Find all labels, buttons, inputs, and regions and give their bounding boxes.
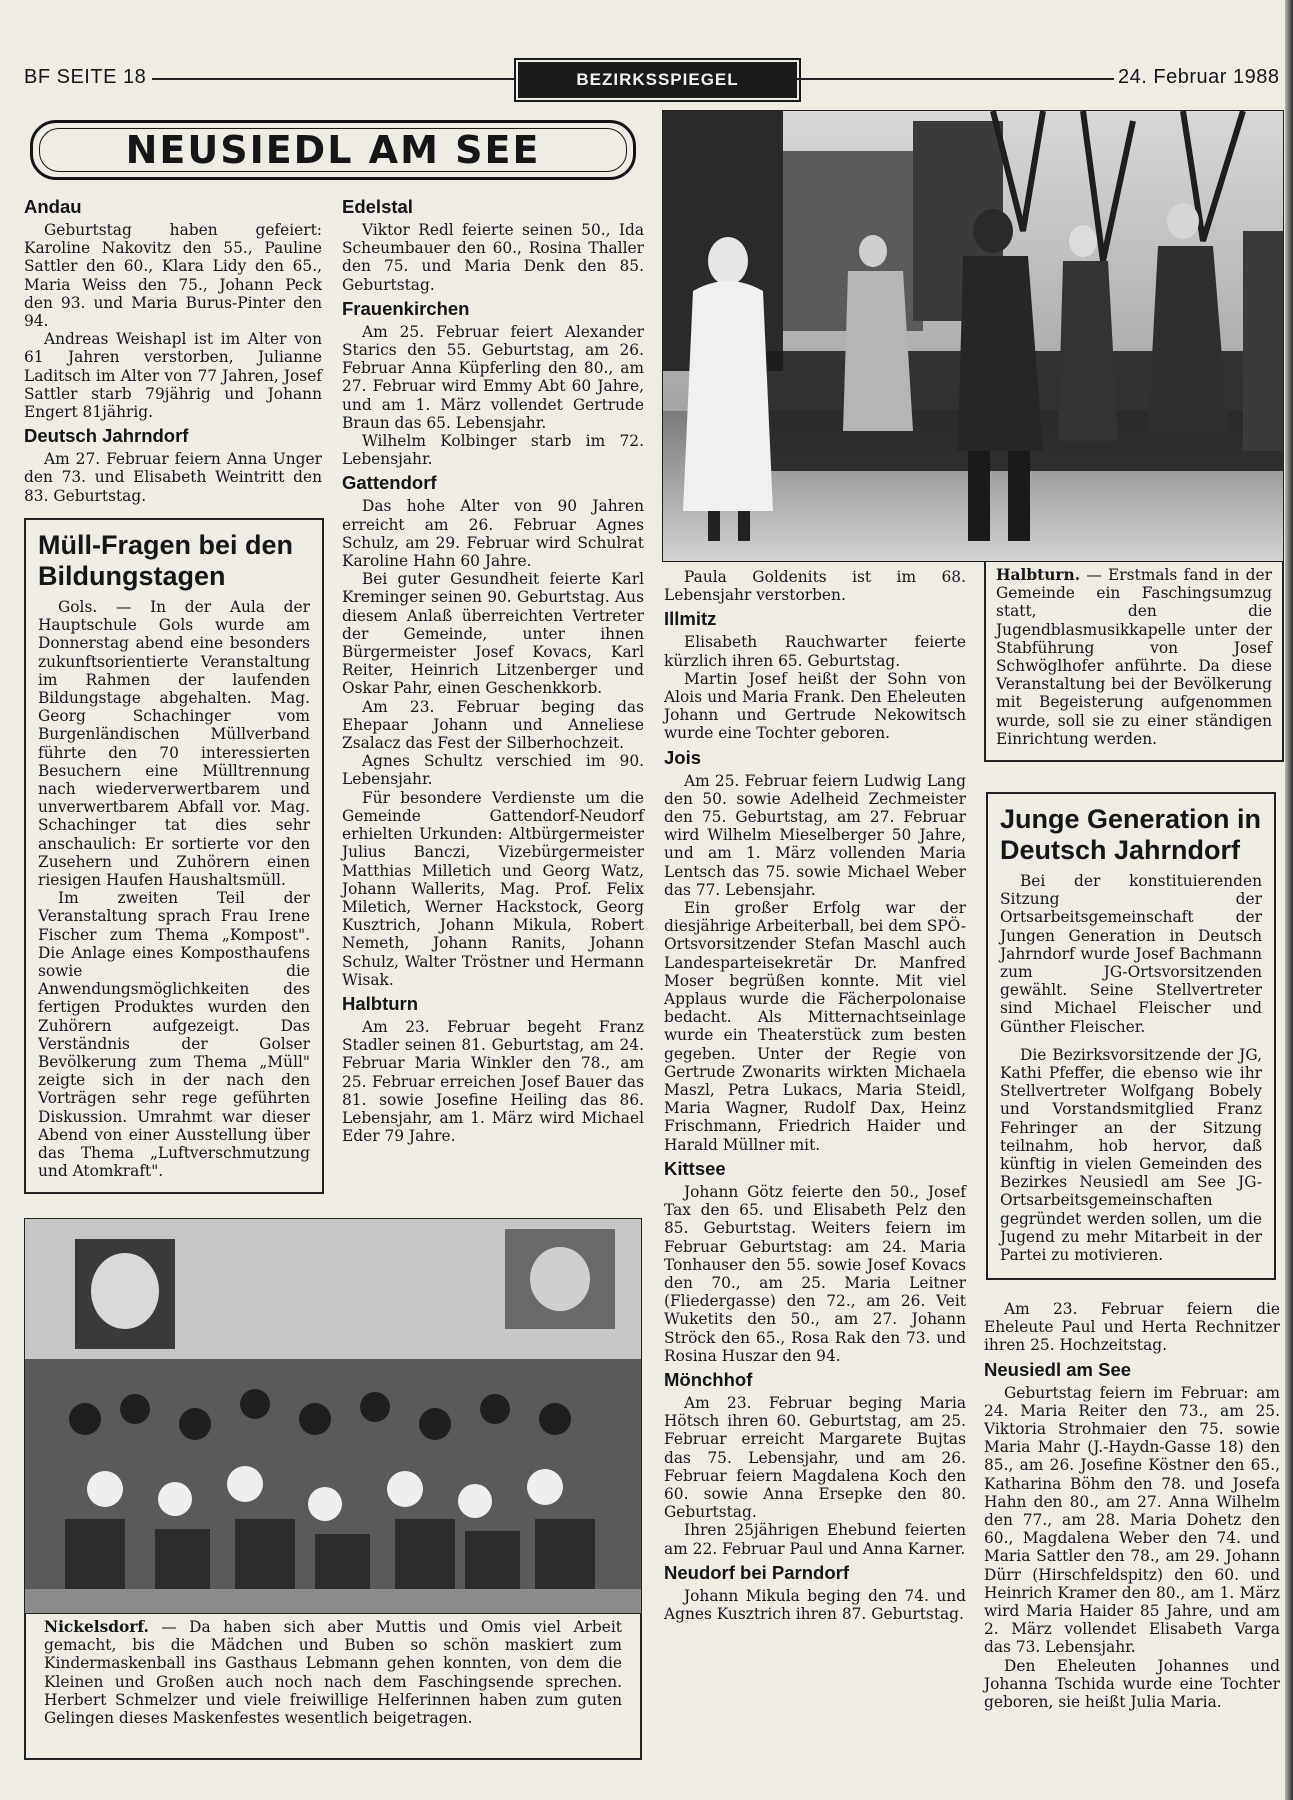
- caption-text: — Da haben sich aber Muttis und Omis viel Arbeit gemacht, bis die Mädchen und Buben so schön maskiert zum Kindermaskenball ins Gasthaus Lebmann gehen konnten, von dem die Kleinen und Großen auch noch nach dem Faschingsende sprechen. Herbert Schmelzer und viele freiwillige Helferinnen haben zum guten Gelingen dieses Maskenfestes wesentlich beigetragen.: [44, 1618, 622, 1728]
- photo-children-masquerade: [24, 1218, 642, 1614]
- paragraph: Am 23. Februar begeht Franz Stadler seinen 81. Geburtstag, am 24. Februar Maria Winkler den 78., am 25. Februar erreichen Josef Bauer das 81. sowie Josefine Heiling das 86. Lebensjahr, am 1. März wird Michael Eder 79 Jahre.: [342, 1017, 644, 1146]
- photo-carnival-parade: [662, 110, 1284, 562]
- paragraph: Andreas Weishapl ist im Alter von 61 Jahren verstorben, Julianne Laditsch im Alter von 77 Jahren, Josef Sattler starb 79jährig und Johann Engert 81jährig.: [24, 330, 322, 422]
- heading-illmitz: Illmitz: [664, 608, 717, 630]
- issue-date: 24. Februar 1988: [1118, 66, 1280, 88]
- paragraph: Johann Götz feierte den 50., Josef Tax den 65. und Elisabeth Pelz den 85. Geburtstag. Weiters feiern im Februar Geburtstag: am 24. Maria Tonhauser den 55. sowie Josef Kovacs den 70., am 25. Maria Leitner (Fliedergasse) den 72., am 26. Veit Wuketits den 50., am 27. Johann Ströck den 65., Rosa Rak den 73. und Rosina Huszar den 94.: [664, 1182, 966, 1365]
- heading-kittsee: Kittsee: [664, 1157, 726, 1179]
- heading-frauenkirchen: Frauenkirchen: [342, 297, 470, 319]
- paragraph: Geburtstag haben gefeiert: Karoline Nakovitz den 55., Pauline Sattler den 60., Klara Lidy den 65., Maria Weiss den 75., Johann Peck den 93. und Maria Burus-Pinter den 94.: [24, 221, 322, 331]
- paragraph: Wilhelm Kolbinger starb im 72. Lebensjahr.: [342, 432, 644, 469]
- paragraph: Den Eheleuten Johannes und Johanna Tschida wurde eine Tochter geboren, sie heißt Julia Maria.: [984, 1656, 1280, 1712]
- paragraph: Am 25. Februar feiert Alexander Starics den 55. Geburtstag, am 26. Februar Anna Küpferling den 80., am 27. Februar wird Emmy Abt 60 Jahre, und am 1. März vollendet Gertrude Braun das 65. Lebensjahr.: [342, 322, 644, 432]
- caption-text: — Erstmals fand in der Gemeinde ein Faschingsumzug statt, den die Jugendblasmusikkapelle unter der Stabführung von Josef Schwöglhofer anführte. Da diese Veranstaltung bei der Bevölkerung mit Begeisterung aufgenommen wurde, soll sie zu einer ständigen Einrichtung werden.: [996, 566, 1272, 748]
- masthead: BEZIRKSSPIEGEL: [518, 62, 797, 98]
- heading-neudorf: Neudorf bei Parndorf: [664, 1561, 850, 1583]
- caption-lead: Halbturn.: [996, 566, 1081, 584]
- page-label: BF SEITE 18: [24, 66, 147, 88]
- column-4: [984, 1300, 1280, 1711]
- header-rule-right: [796, 78, 1114, 80]
- paragraph: Johann Mikula beging den 74. und Agnes Kusztrich ihren 87. Geburtstag.: [664, 1586, 966, 1623]
- article-box-muell: [24, 518, 324, 1194]
- column-2: [342, 196, 644, 1145]
- paragraph: Martin Josef heißt der Sohn von Alois und Maria Frank. Den Eheleuten Johann und Gertrude Nekowitsch wurde eine Tochter geboren.: [664, 669, 966, 743]
- paragraph: Am 25. Februar feiern Ludwig Lang den 50. sowie Adelheid Zechmeister den 75. Geburtstag, am 27. Februar wird Wilhelm Mieselberger 50 Jahre, und am 1. März vollenden Maria Lentsch das 75. sowie Michael Weber das 77. Lebensjahr.: [664, 771, 966, 899]
- column-3: [664, 568, 966, 1623]
- article-box-junge-generation: [986, 792, 1276, 1280]
- paragraph: Bei guter Gesundheit feierte Karl Kreminger seinen 90. Geburtstag. Aus diesem Anlaß überreichten Vertreter der Gemeinde, unter ihnen Bürgermeister Josef Kovacs, Karl Reiter, Heinrich Litzenberger und Oskar Pahr, einen Geschenkkorb.: [342, 570, 644, 698]
- paragraph: Das hohe Alter von 90 Jahren erreicht am 26. Februar Agnes Schulz, am 29. Februar wird Schulrat Karoline Hahn 60 Jahre.: [342, 497, 644, 571]
- paragraph: Bei der konstituierenden Sitzung der Ortsarbeitsgemeinschaft der Jungen Generation in Deutsch Jahrndorf wurde Josef Bachmann zum JG-Ortsvorsitzenden gewählt. Seine Stellvertreter sind Michael Fleischer und Günther Fleischer.: [1000, 872, 1262, 1036]
- section-title-banner: [30, 120, 636, 180]
- heading-deutsch-jahrndorf: Deutsch Jahrndorf: [24, 425, 189, 447]
- paragraph: Agnes Schultz verschied im 90. Lebensjahr.: [342, 752, 644, 789]
- paragraph: Ein großer Erfolg war der diesjährige Arbeiterball, bei dem SPÖ-Ortsvorsitzender Stefan Maschl auch Landesparteisekretär Dr. Manfred Moser begrüßen konnte. Mit viel Applaus wurde die Fächerpolonaise bedacht. Als Mitternachtseinlage wurde ein Theaterstück zum besten gegeben. Unter der Regie von Gertrude Zwonarits wirkten Michaela Maszl, Petra Lukacs, Maria Steidl, Maria Wagner, Rudolf Dax, Heinz Frischmann, Friedrich Haider und Harald Müllner mit.: [664, 899, 966, 1154]
- masquerade-image: [25, 1219, 642, 1614]
- heading-edelstal: Edelstal: [342, 196, 413, 217]
- photo-caption-box-halbturn: [984, 562, 1284, 762]
- heading-gattendorf: Gattendorf: [342, 472, 437, 494]
- article-headline: Junge Generation in Deutsch Jahrndorf: [1000, 804, 1262, 865]
- paragraph: Viktor Redl feierte seinen 50., Ida Scheumbauer den 60., Rosina Thaller den 75. und Maria Denk den 85. Geburtstag.: [342, 221, 644, 294]
- section-title: NEUSIEDL AM SEE: [125, 128, 541, 172]
- heading-andau: Andau: [24, 196, 82, 217]
- paragraph: Im zweiten Teil der Veranstaltung sprach Frau Irene Fischer zum Thema „Kompost". Die Anlage eines Komposthaufens sowie die Anwendungsmöglichkeiten des fertigen Produktes wurden den Zuhörern aufgezeigt. Das Verständnis der Golser Bevölkerung zum Thema „Müll" zeigte sich in der nach den Vorträgen sehr rege geführten Diskussion. Umrahmt war dieser Abend von einer Ausstellung über das Thema „Luftverschmutzung und Atomkraft".: [38, 889, 310, 1181]
- heading-neusiedl-am-see: Neusiedl am See: [984, 1358, 1132, 1380]
- column-1: [24, 196, 322, 505]
- paragraph: Am 27. Februar feiern Anna Unger den 73. und Elisabeth Weintritt den 83. Geburtstag.: [24, 450, 322, 505]
- paragraph: Elisabeth Rauchwarter feierte kürzlich ihren 65. Geburtstag.: [664, 633, 966, 670]
- paragraph: Am 23. Februar beging Maria Hötsch ihren 60. Geburtstag, am 25. Februar erreicht Margarete Bujtas das 75. Lebensjahr, und am 26. Februar feiern Magdalena Koch den 60. sowie Anna Ersepke den 80. Geburtstag.: [664, 1393, 966, 1522]
- paragraph: Geburtstag feiern im Februar: am 24. Maria Reiter den 73., am 25. Viktoria Strohmaier den 75. sowie Maria Mahr (J.-Haydn-Gasse 18) den 85., am 26. Josefine Köstner den 65., Katharina Böhm den 78. und Josefa Hahn den 80., am 27. Anna Wilhelm den 77., am 28. Maria Dohetz den 60., Magdalena Weber den 74. und Maria Sattler den 78., am 29. Johann Dürr (Hirschfeldspitz) den 60. und Heinrich Kramer den 80., am 1. März wird Maria Haider 85 Jahre, und am 2. März vollendet Elisabeth Varga das 73. Lebensjahr.: [984, 1383, 1280, 1657]
- heading-jois: Jois: [664, 746, 702, 768]
- paragraph: Am 23. Februar feiern die Eheleute Paul und Herta Rechnitzer ihren 25. Hochzeitstag.: [984, 1300, 1280, 1355]
- paragraph: Gols. — In der Aula der Hauptschule Gols wurde am Donnerstag abend eine besonders zukunftsorientierte Veranstaltung im Rahmen der laufenden Bildungstage abgehalten. Mag. Georg Schachinger vom Burgenländischen Müllverband führte den 70 interessierten Besuchern eine Mülltrennung nach wiederverwertbarem und unverwertbarem Abfall vor. Mag. Schachinger tat dies sehr anschaulich: Er sortierte vor den Zusehern und Zuhörern einen riesigen Haufen Haushaltsmüll.: [38, 598, 310, 890]
- paragraph: Paula Goldenits ist im 68. Lebensjahr verstorben.: [664, 568, 966, 605]
- heading-moenchhof: Mönchhof: [664, 1368, 753, 1390]
- heading-halbturn: Halbturn: [342, 992, 419, 1014]
- caption-lead: Nickelsdorf.: [44, 1618, 149, 1636]
- paragraph: Ihren 25jährigen Ehebund feierten am 22. Februar Paul und Anna Karner.: [664, 1521, 966, 1558]
- header-rule-left: [152, 78, 514, 80]
- parade-image: [663, 111, 1284, 562]
- photo-caption-box-nickelsdorf: [24, 1614, 642, 1760]
- article-headline: Müll-Fragen bei den Bildungstagen: [38, 530, 294, 591]
- page-edge-shadow: [1285, 0, 1293, 1800]
- paragraph: Die Bezirksvorsitzende der JG, Kathi Pfeffer, die ebenso wie ihr Stellvertreter Wolfgang Bobely und Vorstandsmitglied Franz Fehringer an der Sitzung teilnahm, hob hervor, daß künftig in vielen Gemeinden des Bezirkes Neusiedl am See JG-Ortsarbeitsgemeinschaften gegründet werden sollen, um die Jugend zu mehr Mitarbeit in der Partei zu motivieren.: [1000, 1045, 1262, 1265]
- paragraph: Am 23. Februar beging das Ehepaar Johann und Anneliese Zsalacz das Fest der Silberhochzeit.: [342, 697, 644, 753]
- paragraph: Für besondere Verdienste um die Gemeinde Gattendorf-Neudorf erhielten Urkunden: Altbürgermeister Julius Banczi, Vizebürgermeister Matthias Milletich und Georg Watz, Johann Wallerits, Mag. Prof. Felix Miletich, Werner Hackstock, Georg Kusztrich, Johann Mikula, Robert Nemeth, Johann Ranits, Johann Schulz, Walter Tröstner und Hermann Wisak.: [342, 788, 644, 989]
